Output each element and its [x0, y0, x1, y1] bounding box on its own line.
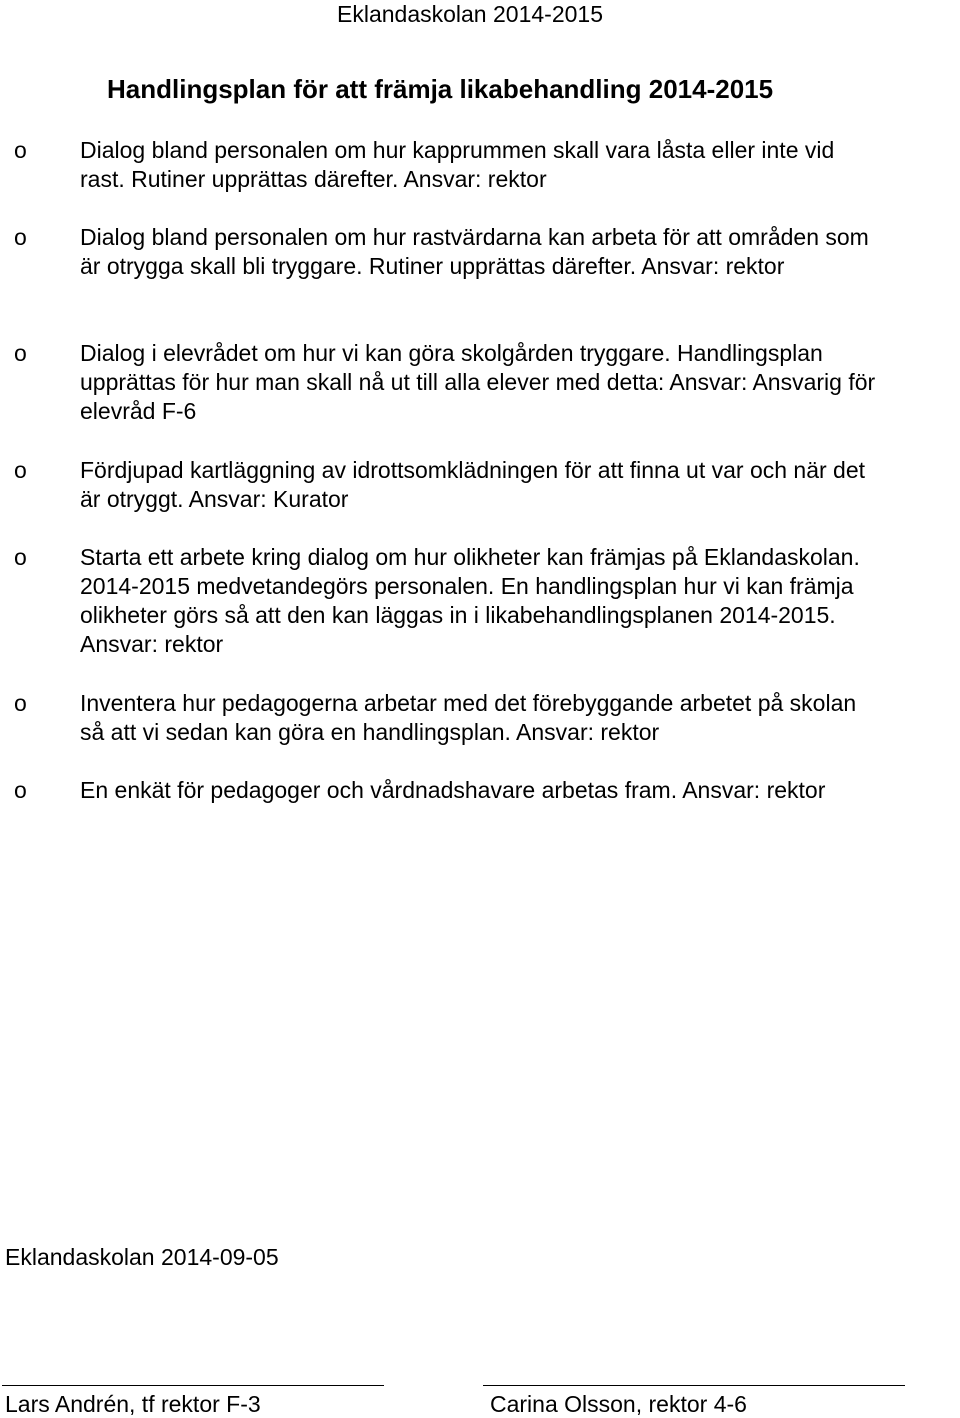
text-line: En enkät för pedagoger och vårdnadshavare arbetas fram. Ansvar: rektor	[80, 777, 826, 803]
document-title: Handlingsplan för att främja likabehandling 2014-2015	[107, 74, 774, 104]
text-line: Inventera hur pedagogerna arbetar med det förebyggande arbetet på skolan	[80, 690, 857, 716]
bullet-marker: o	[14, 544, 27, 570]
list-item-text	[80, 543, 955, 659]
list-item-text	[80, 339, 955, 426]
bullet-marker: o	[14, 224, 27, 250]
text-line: elevråd F-6	[80, 398, 197, 424]
text-line: är otryggt. Ansvar: Kurator	[80, 486, 349, 512]
text-line: 2014-2015 medvetandegörs personalen. En handlingsplan hur vi kan främja	[80, 573, 854, 599]
list-item-text	[80, 689, 955, 747]
bullet-marker: o	[14, 340, 27, 366]
text-line: Ansvar: rektor	[80, 631, 224, 657]
list-item-text	[80, 456, 955, 514]
list-item-text	[80, 223, 955, 281]
text-line: olikheter görs så att den kan läggas in i likabehandlingsplanen 2014-2015.	[80, 602, 836, 628]
text-line: är otrygga skall bli tryggare. Rutiner upprättas därefter. Ansvar: rektor	[80, 253, 785, 279]
text-line: Starta ett arbete kring dialog om hur olikheter kan främjas på Eklandaskolan.	[80, 544, 860, 570]
bullet-marker: o	[14, 137, 27, 163]
page-header: Eklandaskolan 2014-2015	[337, 1, 603, 27]
place-date: Eklandaskolan 2014-09-05	[5, 1244, 279, 1270]
signature-name-right: Carina Olsson, rektor 4-6	[490, 1391, 747, 1417]
text-line: så att vi sedan kan göra en handlingsplan. Ansvar: rektor	[80, 719, 660, 745]
list-item-text	[80, 776, 955, 805]
list-item-text	[80, 136, 955, 194]
signature-line-right	[483, 1385, 905, 1386]
text-line: Dialog bland personalen om hur rastvärdarna kan arbeta för att områden som	[80, 224, 869, 250]
text-line: Fördjupad kartläggning av idrottsomklädningen för att finna ut var och när det	[80, 457, 866, 483]
bullet-marker: o	[14, 457, 27, 483]
text-line: Dialog bland personalen om hur kapprummen skall vara låsta eller inte vid	[80, 137, 835, 163]
bullet-marker: o	[14, 690, 27, 716]
signature-line-left	[2, 1385, 384, 1386]
text-line: Dialog i elevrådet om hur vi kan göra skolgården tryggare. Handlingsplan	[80, 340, 823, 366]
text-line: upprättas för hur man skall nå ut till alla elever med detta: Ansvar: Ansvarig för	[80, 369, 876, 395]
text-line: rast. Rutiner upprättas därefter. Ansvar: rektor	[80, 166, 547, 192]
signature-name-left: Lars Andrén, tf rektor F-3	[5, 1391, 261, 1417]
bullet-marker: o	[14, 777, 27, 803]
